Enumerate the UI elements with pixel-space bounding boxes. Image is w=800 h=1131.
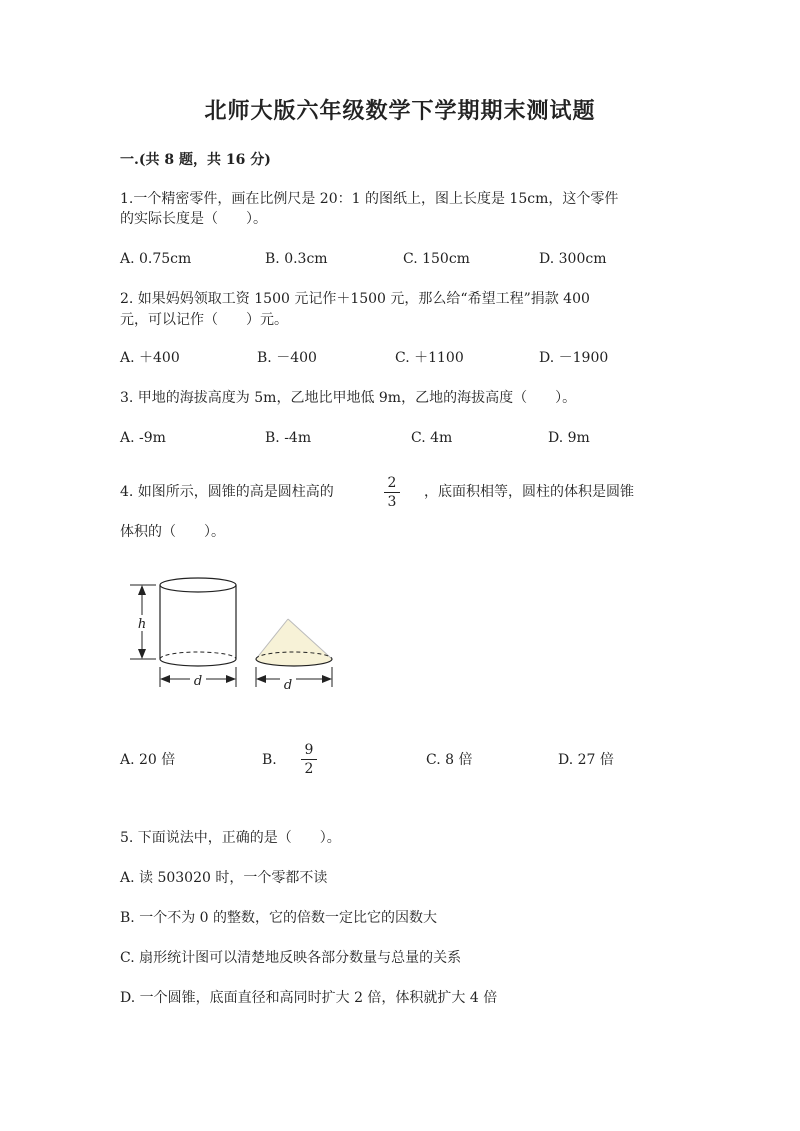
q4-option-b-prefix[interactable]: B. xyxy=(262,752,277,768)
q5-option-c[interactable]: C. 扇形统计图可以清楚地反映各部分数量与总量的关系 xyxy=(120,950,462,966)
cylinder-cone-figure xyxy=(120,575,350,695)
q1-option-b[interactable]: B. 0.3cm xyxy=(265,251,328,267)
q5-text-line1: 5. 下面说法中，正确的是（ ）。 xyxy=(120,830,341,846)
q3-text-line1: 3. 甲地的海拔高度为 5m，乙地比甲地低 9m，乙地的海拔高度（ ）。 xyxy=(120,390,577,406)
q4-option-b-fraction[interactable] xyxy=(299,742,319,777)
q2-option-c[interactable]: C. ＋1100 xyxy=(395,350,464,366)
cylinder-diameter-dimension xyxy=(160,667,236,689)
q4-option-d[interactable]: D. 27 倍 xyxy=(558,752,614,768)
q1-option-d[interactable]: D. 300cm xyxy=(539,251,607,267)
q1-option-c[interactable]: C. 150cm xyxy=(403,251,470,267)
q3-option-d[interactable]: D. 9m xyxy=(548,430,590,446)
page-title: 北师大版六年级数学下学期期末测试题 xyxy=(204,98,596,124)
section-heading: 一.(共 8 题，共 16 分) xyxy=(120,152,271,168)
cone xyxy=(256,619,332,666)
q1-option-a[interactable]: A. 0.75cm xyxy=(120,251,192,267)
q4-option-b-numerator: 9 xyxy=(304,742,314,758)
q5-option-b[interactable]: B. 一个不为 0 的整数，它的倍数一定比它的因数大 xyxy=(120,910,437,926)
cylinder-diameter-label: d xyxy=(193,674,203,689)
q4-option-b-denominator: 2 xyxy=(304,761,314,777)
fraction-bar xyxy=(301,759,317,760)
height-label: h xyxy=(137,617,147,632)
q5-option-a[interactable]: A. 读 503020 时，一个零都不读 xyxy=(120,870,328,886)
q2-option-b[interactable]: B. －400 xyxy=(257,350,317,366)
q4-option-a[interactable]: A. 20 倍 xyxy=(120,752,176,768)
cone-diameter-label: d xyxy=(283,678,293,693)
q1-text-line2: 的实际长度是（ ）。 xyxy=(120,211,267,227)
fraction-bar xyxy=(384,492,400,493)
q2-option-a[interactable]: A. ＋400 xyxy=(120,350,180,366)
q2-text-line1: 2. 如果妈妈领取工资 1500 元记作＋1500 元，那么给“希望工程”捐款 400 xyxy=(120,291,590,307)
q4-fraction-numerator: 2 xyxy=(387,475,397,491)
q4-fraction-denominator: 3 xyxy=(387,494,397,510)
cylinder xyxy=(160,578,236,666)
cone-diameter-dimension xyxy=(256,667,332,693)
q3-option-a[interactable]: A. -9m xyxy=(120,430,166,446)
q4-text-line2: 体积的（ ）。 xyxy=(120,524,225,540)
q4-fraction xyxy=(382,475,402,510)
q4-text-line1-before: 4. 如图所示，圆锥的高是圆柱高的 xyxy=(120,484,334,500)
q2-text-line2: 元，可以记作（ ）元。 xyxy=(120,312,288,328)
q3-option-c[interactable]: C. 4m xyxy=(411,430,453,446)
q1-text-line1: 1.一个精密零件，画在比例尺是 20：1 的图纸上，图上长度是 15cm，这个零件 xyxy=(120,191,619,207)
q4-text-line1-after: ，底面积相等，圆柱的体积是圆锥 xyxy=(424,484,634,500)
q3-option-b[interactable]: B. -4m xyxy=(265,430,312,446)
q5-option-d[interactable]: D. 一个圆锥，底面直径和高同时扩大 2 倍，体积就扩大 4 倍 xyxy=(120,990,498,1006)
q2-option-d[interactable]: D. －1900 xyxy=(539,350,609,366)
q4-option-c[interactable]: C. 8 倍 xyxy=(426,752,473,768)
height-dimension xyxy=(130,585,156,659)
